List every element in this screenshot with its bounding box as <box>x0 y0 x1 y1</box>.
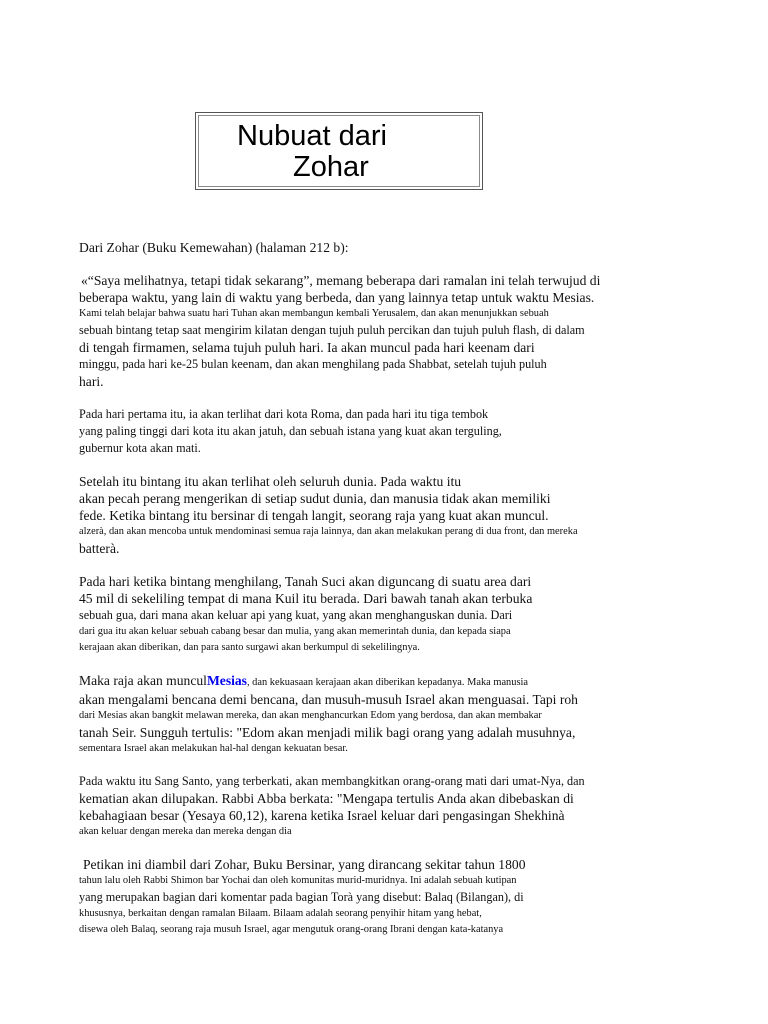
paragraph-line: 45 mil di sekeliling tempat di mana Kuil itu berada. Dari bawah tanah akan terbuka <box>79 591 533 606</box>
mesias-link[interactable]: Mesias <box>206 673 247 688</box>
paragraph-line <box>79 672 679 691</box>
title-line-2: Zohar <box>293 151 369 183</box>
paragraph-line: akan keluar dengan mereka dan mereka dengan dia <box>79 826 292 837</box>
paragraph-line: kematian akan dilupakan. Rabbi Abba berkata: "Mengapa tertulis Anda akan dibebaskan di <box>79 791 574 806</box>
paragraph-line: Setelah itu bintang itu akan terlihat oleh seluruh dunia. Pada waktu itu <box>79 474 462 489</box>
paragraph-line: gubernur kota akan mati. <box>79 441 201 455</box>
paragraph-line: Kami telah belajar bahwa suatu hari Tuhan akan membangun kembali Yerusalem, dan akan menunjukkan sebuah <box>79 308 549 319</box>
paragraph-line: khususnya, berkaitan dengan ramalan Bilaam. Bilaam adalah seorang penyihir hitam yang hebat, <box>79 908 482 919</box>
paragraph-line: sementara Israel akan melakukan hal-hal dengan kekuatan besar. <box>79 743 348 754</box>
paragraph-line: beberapa waktu, yang lain di waktu yang berbeda, dan yang lainnya tetap untuk waktu Mesias. <box>79 290 595 305</box>
paragraph-line: batterà. <box>79 541 120 556</box>
paragraph-line: sebuah gua, dari mana akan keluar api yang kuat, yang akan menghanguskan dunia. Dari <box>79 608 513 622</box>
source-line: Dari Zohar (Buku Kemewahan) (halaman 212 b): <box>79 240 349 255</box>
paragraph-line: disewa oleh Balaq, seorang raja musuh Israel, agar mengutuk orang-orang Ibrani dengan kata-katanya <box>79 924 504 935</box>
paragraph-line: yang paling tinggi dari kota itu akan jatuh, dan sebuah istana yang kuat akan terguling, <box>79 424 502 438</box>
paragraph-line: tahun lalu oleh Rabbi Shimon bar Yochai dan oleh komunitas murid-muridnya. Ini adalah sebuah kutipan <box>79 875 517 886</box>
document-body <box>79 239 679 938</box>
paragraph-line: alzerà, dan akan mencoba untuk mendominasi semua raja lainnya, dan akan melakukan perang di dua front, dan mereka <box>79 526 578 537</box>
title-line-1: Nubuat dari <box>237 120 387 152</box>
paragraph-text: , dan kekuasaan kerajaan akan diberikan kepadanya. Maka manusia <box>246 677 528 688</box>
paragraph-1 <box>79 272 679 390</box>
paragraph-line: Pada hari pertama itu, ia akan terlihat dari kota Roma, dan pada hari itu tiga tembok <box>79 407 489 421</box>
paragraph-line: kebahagiaan besar (Yesaya 60,12), karena ketika Israel keluar dari pengasingan Shekhinà <box>79 808 565 823</box>
paragraph-text: Maka raja akan muncul <box>79 673 207 688</box>
paragraph-line: kerajaan akan diberikan, dan para santo surgawi akan berkumpul di sekelilingnya. <box>79 642 420 653</box>
title-box <box>195 112 483 190</box>
paragraph-3 <box>79 473 679 557</box>
paragraph-line: minggu, pada hari ke-25 bulan keenam, dan akan menghilang pada Shabbat, setelah tujuh puluh <box>79 357 547 371</box>
paragraph-line: hari. <box>79 374 104 389</box>
paragraph-line: akan mengalami bencana demi bencana, dan musuh-musuh Israel akan menguasai. Tapi roh <box>79 692 578 707</box>
paragraph-line: Pada hari ketika bintang menghilang, Tanah Suci akan diguncang di suatu area dari <box>79 574 532 589</box>
paragraph-6 <box>79 773 679 840</box>
paragraph-line: tanah Seir. Sungguh tertulis: "Edom akan menjadi milik bagi orang yang adalah musuhnya, <box>79 725 576 740</box>
paragraph-line: akan pecah perang mengerikan di setiap sudut dunia, dan manusia tidak akan memiliki <box>79 491 551 506</box>
paragraph-line: yang merupakan bagian dari komentar pada bagian Torà yang disebut: Balaq (Bilangan), di <box>79 890 524 904</box>
paragraph-line: dari Mesias akan bangkit melawan mereka, dan akan menghancurkan Edom yang berdosa, dan akan membakar <box>79 710 542 721</box>
paragraph-line: dari gua itu akan keluar sebuah cabang besar dan mulia, yang akan memerintah dunia, dan kepada siapa <box>79 626 511 637</box>
paragraph-line: «“Saya melihatnya, tetapi tidak sekarang”, memang beberapa dari ramalan ini telah terwujud di <box>81 273 601 288</box>
paragraph-7 <box>79 856 679 938</box>
paragraph-line: di tengah firmamen, selama tujuh puluh hari. Ia akan muncul pada hari keenam dari <box>79 340 535 355</box>
paragraph-line: fede. Ketika bintang itu bersinar di tengah langit, seorang raja yang kuat akan muncul. <box>79 508 549 523</box>
paragraph-line: Petikan ini diambil dari Zohar, Buku Bersinar, yang dirancang sekitar tahun 1800 <box>83 857 526 872</box>
paragraph-4 <box>79 573 679 656</box>
paragraph-line: Pada waktu itu Sang Santo, yang terberkati, akan membangkitkan orang-orang mati dari umat-Nya, dan <box>79 774 585 788</box>
paragraph-2 <box>79 406 679 457</box>
paragraph-5 <box>79 672 679 757</box>
paragraph-line: sebuah bintang tetap saat mengirim kilatan dengan tujuh puluh percikan dan tujuh puluh flash, di dalam <box>79 323 585 337</box>
